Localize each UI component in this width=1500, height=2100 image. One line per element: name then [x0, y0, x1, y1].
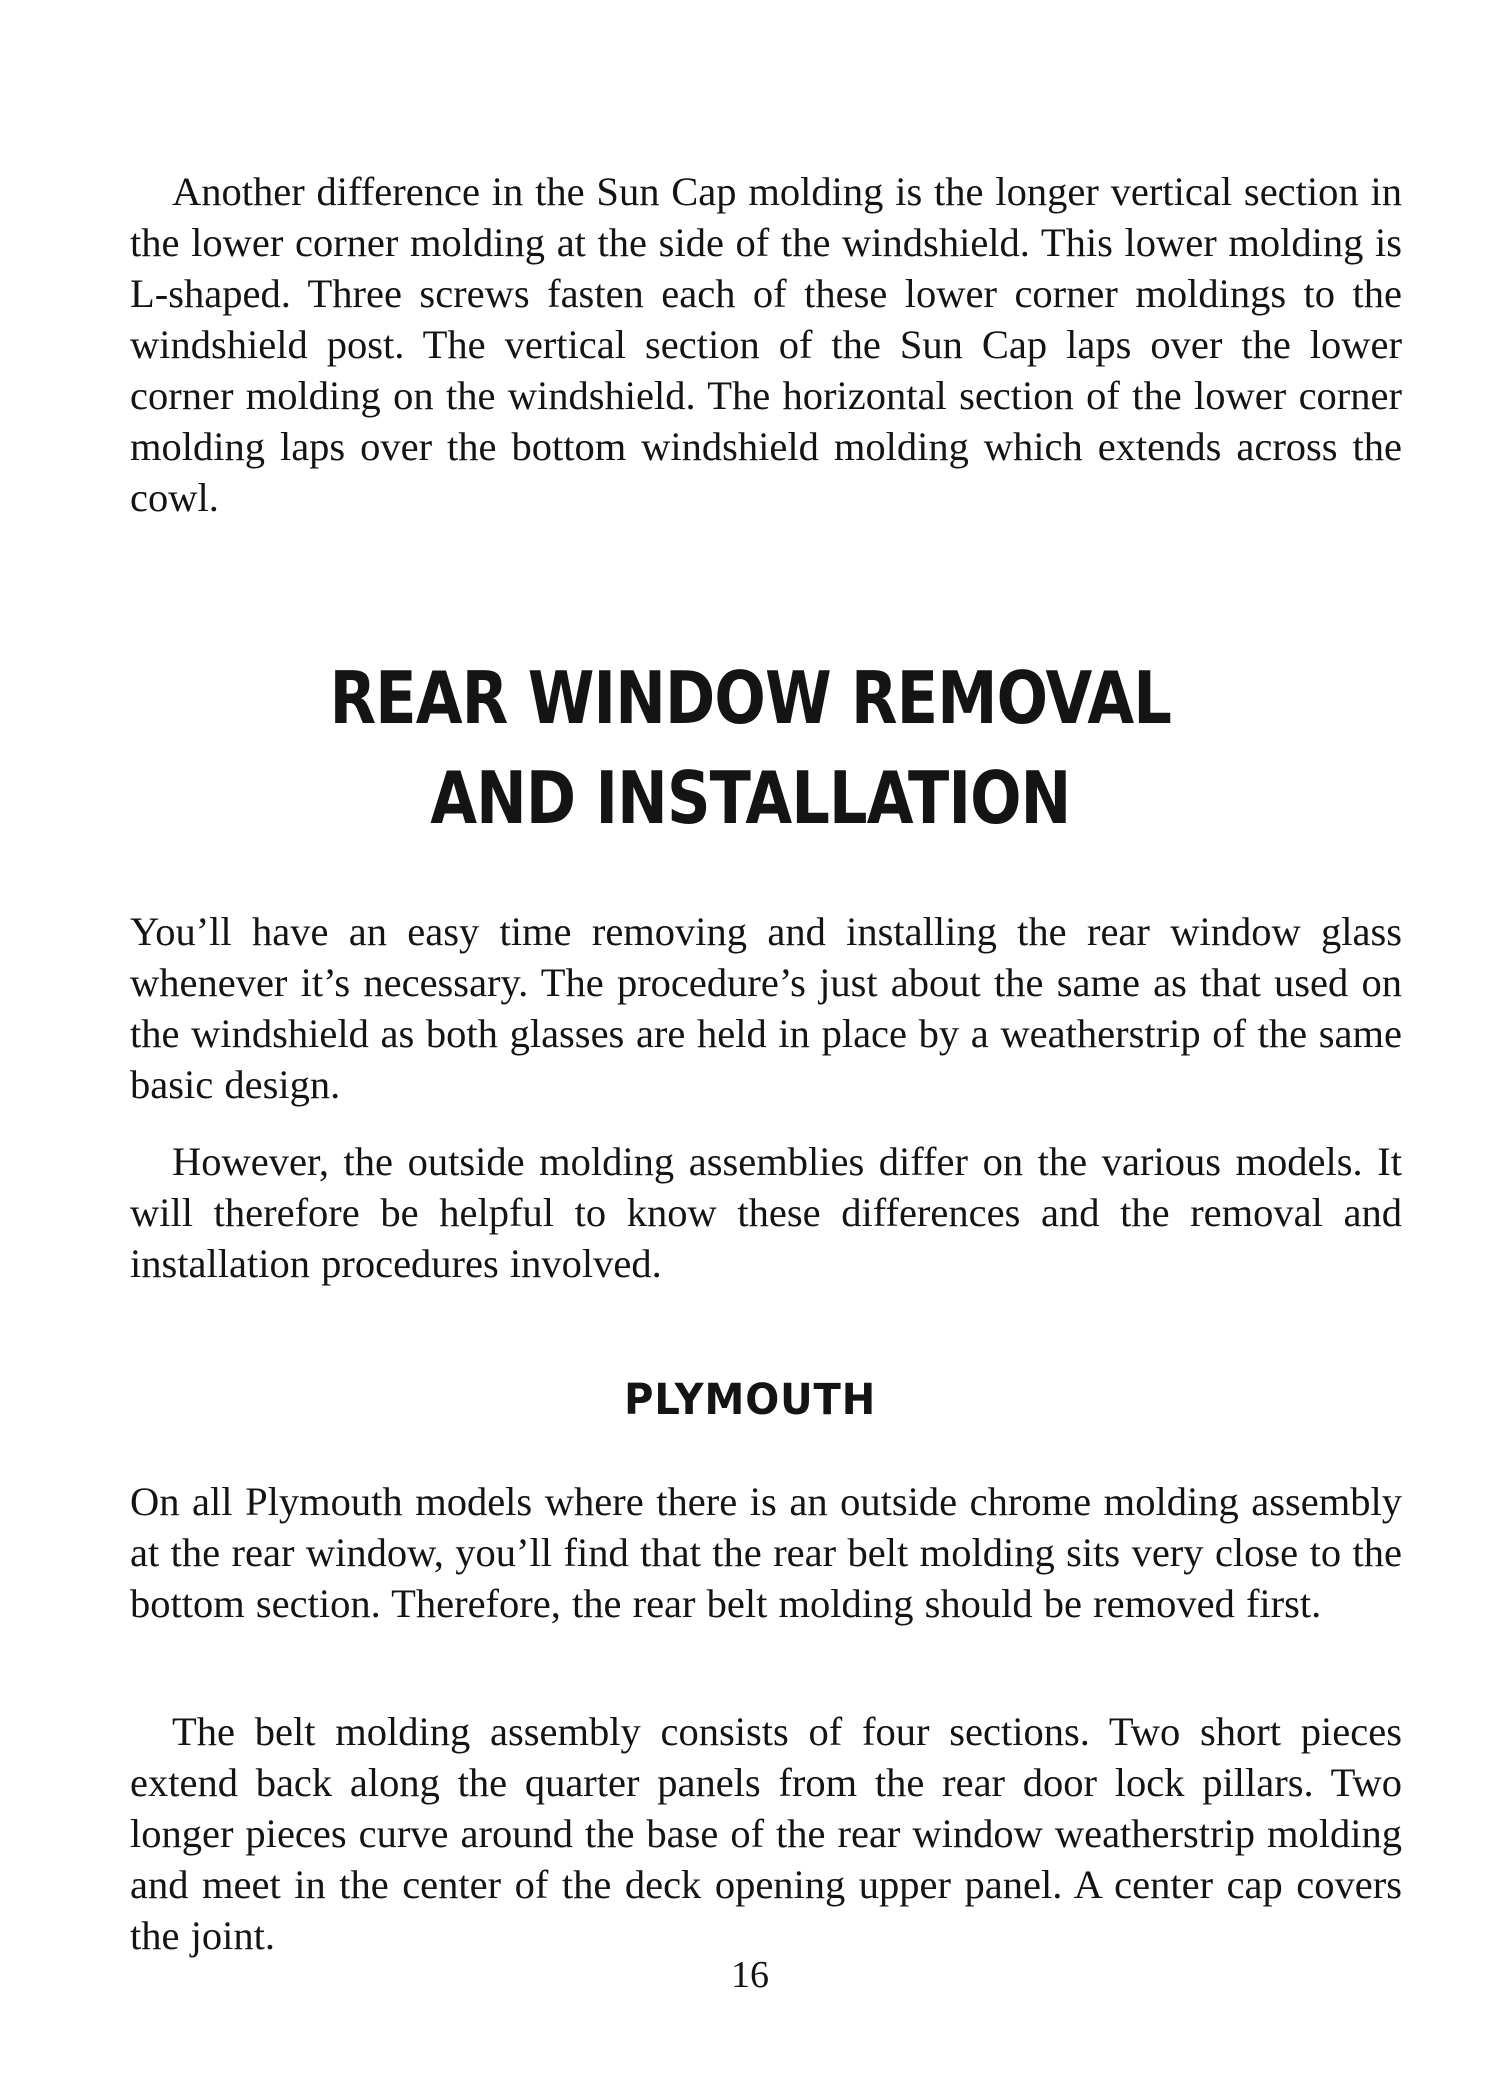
removal-differences-paragraph — [130, 1136, 1402, 1289]
paragraph-text: You’ll have an easy time removing and installing the rear window glass whenever it’s necessary. The procedure’s just about the same as that used on the windshield as both glasses are held in place by a weatherstrip of the same basic design. — [130, 909, 1402, 1107]
plymouth-paragraph-1 — [130, 1476, 1402, 1629]
section-heading-line-1: REAR WINDOW REMOVAL — [329, 656, 1172, 740]
section-heading-line-2: AND INSTALLATION — [430, 756, 1071, 840]
removal-intro-paragraph — [130, 906, 1402, 1110]
paragraph-text: However, the outside molding assemblies differ on the various models. It will therefore be helpful to know these differences and the removal and installation procedures involved. — [130, 1139, 1402, 1286]
paragraph-text: On all Plymouth models where there is an outside chrome molding assembly at the rear window, you’ll find that the rear belt molding sits very close to the bottom section. Therefore, the rear belt molding should be removed first. — [130, 1479, 1402, 1626]
paragraph-text: The belt molding assembly consists of four sections. Two short pieces extend back along the quarter panels from the rear door lock pillars. Two longer pieces curve around the base of the rear window weatherstrip molding and meet in the center of the deck opening upper panel. A center cap covers the joint. — [130, 1709, 1402, 1958]
intro-paragraph — [130, 166, 1402, 523]
section-heading — [120, 648, 1380, 848]
subsection-heading: PLYMOUTH — [624, 1375, 877, 1425]
page-number: 16 — [731, 1954, 769, 1996]
plymouth-paragraph-2 — [130, 1706, 1402, 1961]
paragraph-text: Another difference in the Sun Cap molding is the longer vertical section in the lower corner molding at the side of the windshield. This lower molding is L-shaped. Three screws fasten each of these lower corner moldings to the windshield post. The vertical section of the Sun Cap laps over the lower corner molding on the windshield. The horizontal section of the lower corner molding laps over the bottom windshield molding which extends across the cowl. — [130, 169, 1402, 520]
